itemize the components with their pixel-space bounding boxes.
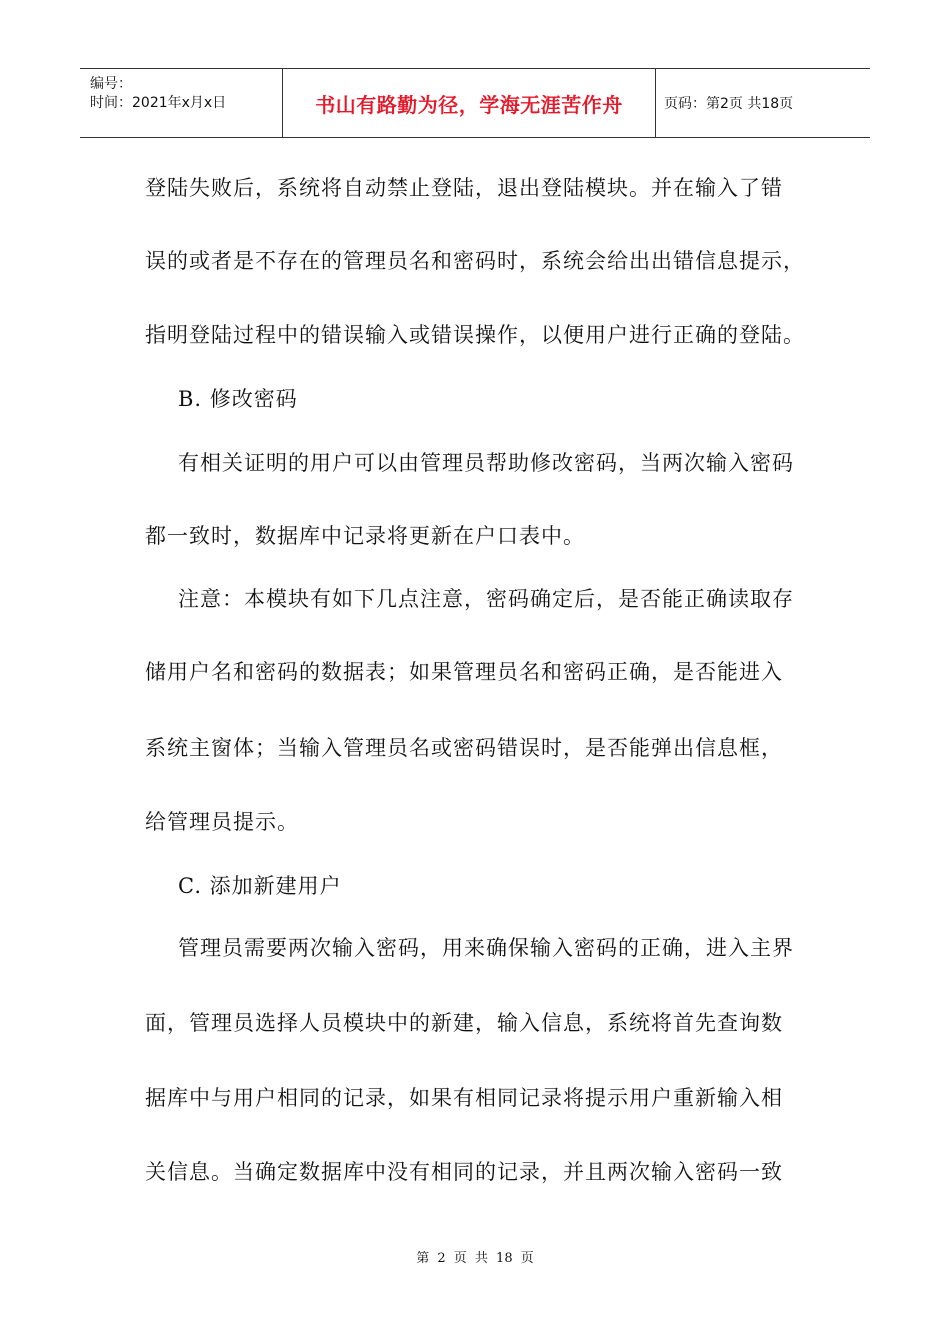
header-motto-cell (283, 69, 656, 137)
header-meta-cell (80, 69, 283, 137)
page-footer: 第 2 页 共 18 页 (416, 1251, 534, 1266)
section-heading-b: B. 修改密码 (178, 387, 298, 411)
body-line: 都一致时，数据库中记录将更新在户口表中。 (145, 524, 585, 548)
header-page-info: 页码：第2页 共18页 (664, 96, 794, 112)
body-line: 系统主窗体；当输入管理员名或密码错误时，是否能弹出信息框， (145, 736, 783, 760)
body-line: 误的或者是不存在的管理员名和密码时，系统会给出出错信息提示， (145, 249, 805, 273)
body-line: 管理员需要两次输入密码，用来确保输入密码的正确，进入主界 (178, 936, 794, 960)
page-header (80, 68, 870, 138)
section-heading-c: C. 添加新建用户 (178, 874, 342, 898)
body-line: 储用户名和密码的数据表；如果管理员名和密码正确，是否能进入 (145, 660, 783, 684)
body-line: 据库中与用户相同的记录，如果有相同记录将提示用户重新输入相 (145, 1086, 783, 1110)
body-line: 关信息。当确定数据库中没有相同的记录，并且两次输入密码一致 (145, 1160, 783, 1184)
body-line: 登陆失败后，系统将自动禁止登陆，退出登陆模块。并在输入了错 (145, 176, 783, 200)
body-line: 有相关证明的用户可以由管理员帮助修改密码，当两次输入密码 (178, 451, 794, 475)
body-line: 面，管理员选择人员模块中的新建，输入信息，系统将首先查询数 (145, 1011, 783, 1035)
body-line: 注意：本模块有如下几点注意，密码确定后，是否能正确读取存 (178, 587, 794, 611)
body-line: 给管理员提示。 (145, 810, 299, 834)
header-motto: 书山有路勤为径，学海无涯苦作舟 (315, 92, 623, 117)
document-date-label: 时间：2021年x月x日 (90, 95, 227, 111)
body-line: 指明登陆过程中的错误输入或错误操作，以便用户进行正确的登陆。 (145, 323, 805, 347)
document-number-label: 编号： (90, 76, 132, 92)
